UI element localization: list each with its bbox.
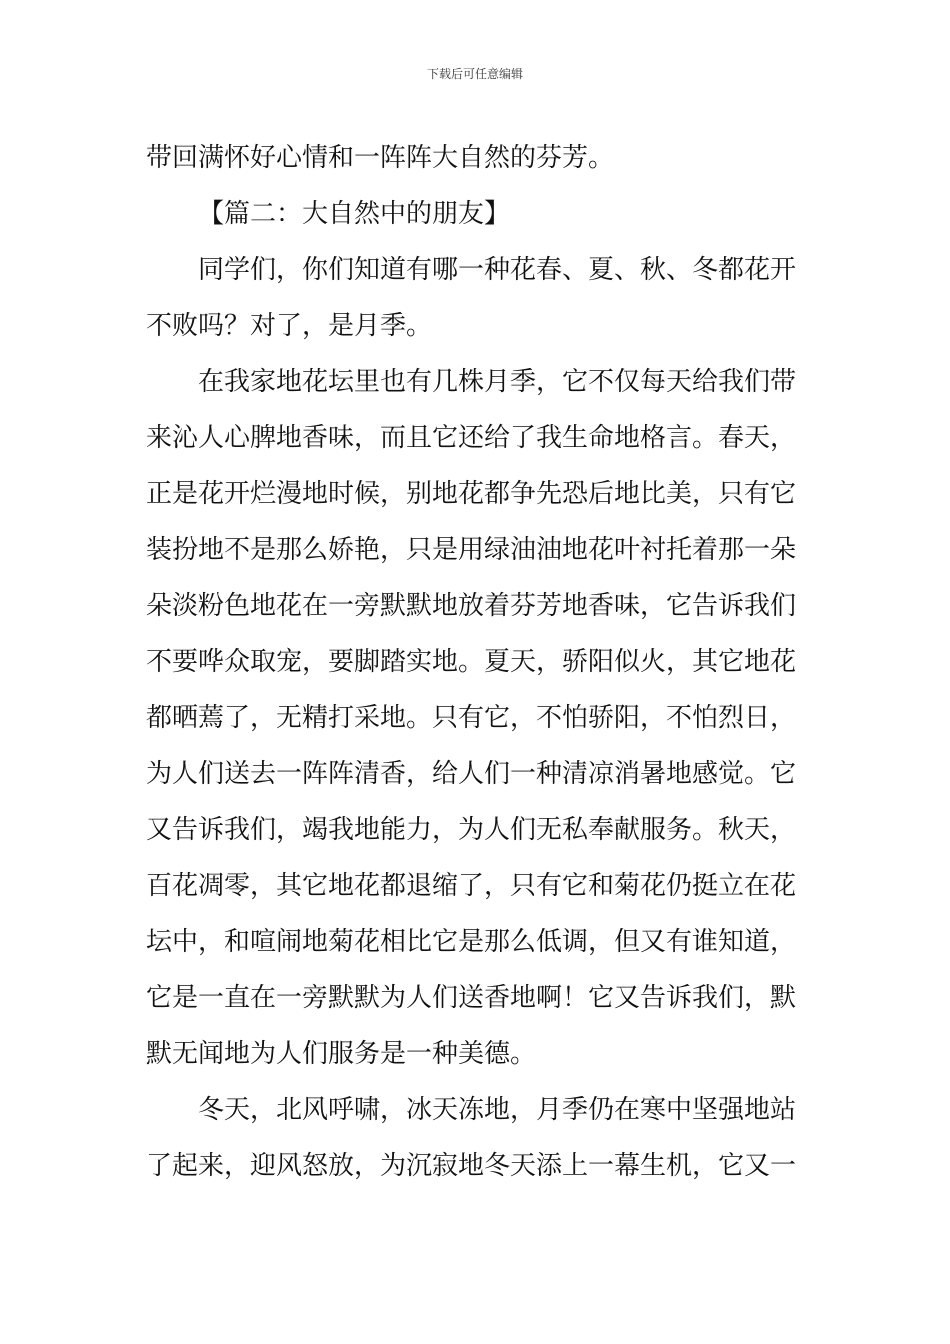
paragraph-line: 朵淡粉色地花在一旁默默地放着芬芳地香味，它告诉我们 [146, 591, 797, 621]
paragraph-line: 又告诉我们，竭我地能力，为人们无私奉献服务。秋天， [146, 815, 797, 845]
paragraph-line: 默无闻地为人们服务是一种美德。 [146, 1039, 537, 1069]
paragraph-line: 正是花开烂漫地时候，别地花都争先恐后地比美，只有它 [146, 479, 797, 509]
paragraph-line: 在我家地花坛里也有几株月季，它不仅每天给我们带 [198, 367, 797, 397]
document-body [146, 130, 808, 1194]
paragraph-line: 坛中，和喧闹地菊花相比它是那么低调，但又有谁知道， [146, 927, 797, 957]
paragraph-line: 来沁人心脾地香味，而且它还给了我生命地格言。春天， [146, 423, 797, 453]
paragraph-line: 都晒蔫了，无精打采地。只有它，不怕骄阳，不怕烈日， [146, 703, 797, 733]
paragraph-line: 冬天，北风呼啸，冰天冻地，月季仍在寒中坚强地站 [198, 1095, 797, 1125]
paragraph-line: 带回满怀好心情和一阵阵大自然的芬芳。 [146, 143, 615, 173]
section-heading: 【篇二：大自然中的朋友】 [198, 199, 511, 229]
page-header: 下载后可任意编辑 [426, 67, 523, 81]
paragraph-line: 装扮地不是那么娇艳，只是用绿油油地花叶衬托着那一朵 [146, 535, 797, 565]
paragraph-line: 为人们送去一阵阵清香，给人们一种清凉消暑地感觉。它 [146, 759, 797, 789]
paragraph-line: 不要哗众取宠，要脚踏实地。夏天，骄阳似火，其它地花 [146, 647, 797, 677]
paragraph-line: 了起来，迎风怒放，为沉寂地冬天添上一幕生机，它又一 [146, 1151, 797, 1181]
paragraph-line: 不败吗？对了，是月季。 [146, 311, 433, 341]
paragraph-line: 它是一直在一旁默默为人们送香地啊！它又告诉我们，默 [146, 983, 797, 1013]
paragraph-line: 同学们，你们知道有哪一种花春、夏、秋、冬都花开 [198, 255, 797, 285]
paragraph-line: 百花凋零，其它地花都退缩了，只有它和菊花仍挺立在花 [146, 871, 797, 901]
